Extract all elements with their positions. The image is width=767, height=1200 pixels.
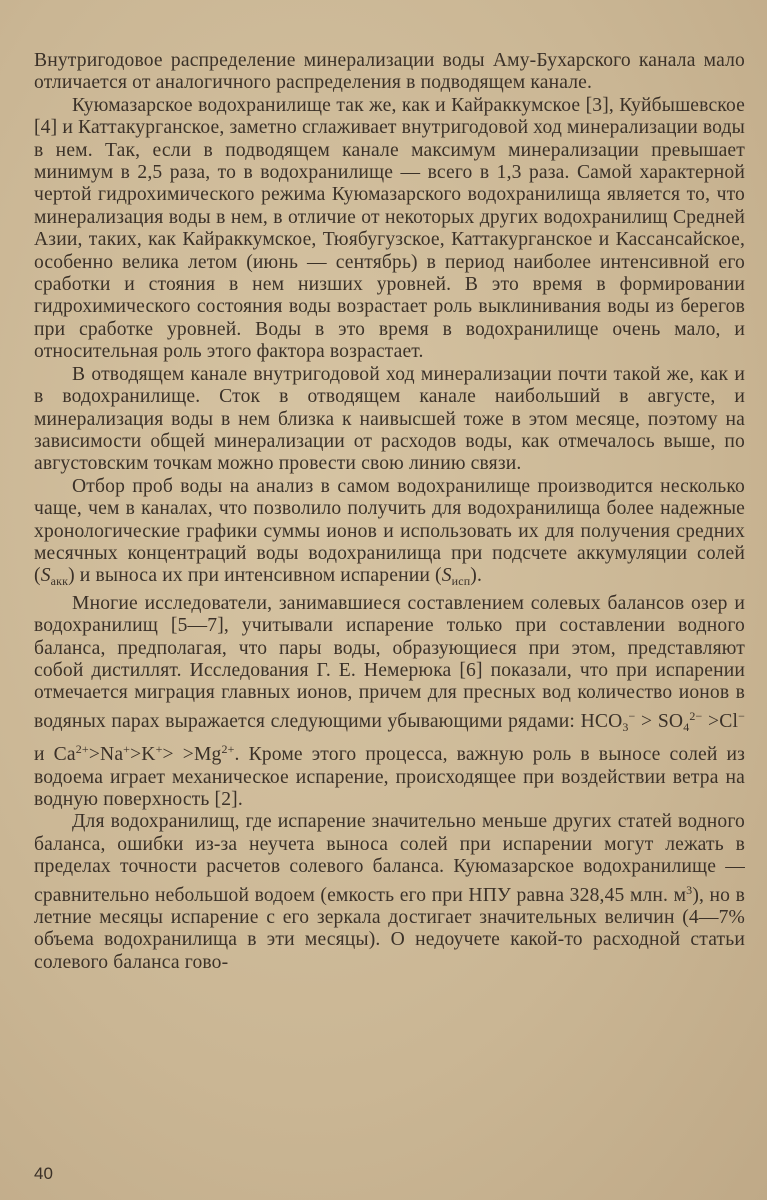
greater-than-1: > (635, 710, 658, 732)
ion-potassium: K (141, 744, 156, 766)
ion-chloride: Cl (719, 710, 739, 732)
p6-text-b: ), но в летние месяцы испарение с его зеркала достигает значительных величин (4—7% объема водохранилища в эти месяцы). О недоучете какой-то расходной статьи солевого баланса гово- (34, 884, 745, 973)
greater-than-5: > > (162, 744, 194, 766)
ion-bicarbonate-subscript: 3 (622, 719, 629, 734)
ion-sulfate-subscript: 4 (683, 719, 690, 734)
p5-text-b: . Кроме этого процесса, важную роль в выносе солей из водоема играет механическое испарение, происходящее при воздействии ветра на водную поверхность [2]. (34, 744, 746, 810)
greater-than-3: > (88, 744, 101, 766)
ion-sulfate-charge: 2− (689, 708, 703, 723)
p5-text-a: Многие исследователи, занимавшиеся составлением солевых балансов озер и водохранилищ [5—7], учитывали испарение только при составлении водного баланса, предполагая, что пары воды, образующиеся при этом, представляют собой дистиллят. Исследования Г. Е. Немерюка [6] показали, что при испарении отмечается миграция главных ионов, причем для пресных вод количество ионов в водяных парах выражается следующими убывающими рядами: (34, 592, 745, 732)
ion-magnesium-charge: 2+ (221, 742, 235, 757)
p4-text-c: ). (470, 565, 483, 587)
paragraph-5 (34, 593, 745, 812)
p4-text-b: ) и выноса их при интенсивном испарении ( (68, 565, 442, 587)
salt-evaporation-subscript: исп (451, 574, 471, 589)
paragraph-4 (34, 476, 745, 593)
paragraph-3: В отводящем канале внутригодовой ход минерализации почти такой же, как и в водохранилище. Сток в отводящем канале наибольший в августе, и минерализация воды в нем близка к наивысшей тоже в этом месяце, поэтому на зависимости общей минерализации от расходов воды, как отмечалось выше, по августовским точкам можно провести свою линию связи. (34, 363, 745, 475)
page-number: 40 (34, 1164, 53, 1183)
paragraph-1: Внутригодовое распределение минерализации воды Аму-Бухарского канала мало отличается от аналогичного распределения в подводящем канале. (34, 50, 745, 94)
salt-evaporation-symbol: S (441, 565, 452, 587)
ion-sodium: Na (100, 744, 124, 766)
ion-calcium: Ca (53, 744, 76, 766)
greater-than-2: > (702, 710, 720, 732)
paragraph-6 (34, 811, 745, 974)
salt-accumulation-subscript: акк (50, 574, 69, 589)
p6-text-a: Для водохранилищ, где испарение значительно меньше других статей водного баланса, ошибки из-за неучета выноса солей при испарении могут лежать в пределах точности расчетов солевого баланса. Куюмазарское водохранилище — сравнительно небольшой водоем (емкость его при НПУ равна 328,45 млн. м (34, 811, 745, 906)
ion-chloride-charge: − (738, 708, 745, 723)
ion-sodium-charge: + (123, 742, 131, 757)
conjunction: и (34, 744, 54, 766)
ion-bicarbonate-charge: − (628, 708, 636, 723)
p4-text-a: Отбор проб воды на анализ в самом водохранилище производится несколько чаще, чем в каналах, что позволило получить для водохранилища более надежные хронологические графики суммы ионов и использовать их для получения средних месячных концентраций воды водохранилища при подсчете аккумуляции солей ( (34, 475, 745, 587)
ion-potassium-charge: + (155, 742, 163, 757)
ion-calcium-charge: 2+ (75, 742, 89, 757)
ion-bicarbonate: HCO (580, 710, 623, 732)
paragraph-2: Куюмазарское водохранилище так же, как и Кайраккумское [3], Куйбышевское [4] и Каттакурганское, заметно сглаживает внутригодовой ход минерализации воды в нем. Так, если в подводящем канале максимум минерализации превышает минимум в 2,5 раза, то в водохранилище — всего в 1,3 раза. Самой характерной чертой гидрохимического режима Куюмазарского водохранилища является то, что минерализация воды в нем, в отличие от некоторых других водохранилищ Средней Азии, таких, как Кайраккумское, Тюябугузское, Каттакурганское и Кассансайское, особенно велика летом (июнь — сентябрь) в период наиболее интенсивной его сработки и стояния в нем низших уровней. В это время в формировании гидрохимического состояния воды возрастает роль выклинивания воды из берегов при сработке уровней. Воды в это время в водохранилище очень мало, и относительная роль этого фактора возрастает. (34, 94, 745, 363)
greater-than-4: > (130, 744, 142, 766)
salt-accumulation-symbol: S (40, 565, 51, 587)
cubic-superscript: 3 (686, 882, 693, 897)
ion-sulfate: SO (657, 710, 684, 732)
ion-magnesium: Mg (193, 744, 222, 766)
